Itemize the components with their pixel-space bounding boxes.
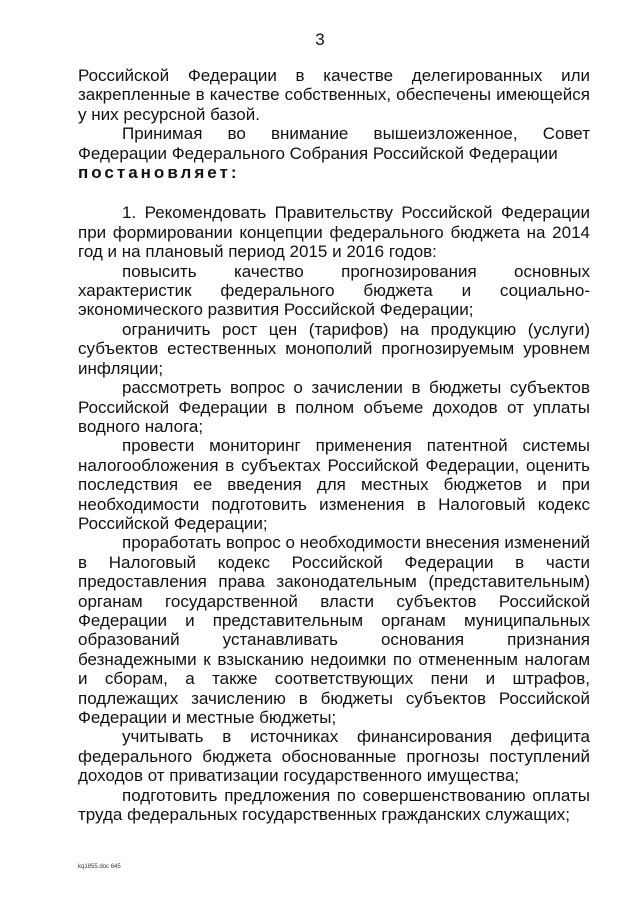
resolves-heading	[78, 163, 590, 182]
paragraph-item-water-tax: рассмотреть вопрос о зачислении в бюджеты субъектов Российской Федерации в полном объеме доходов от уплаты водного налога;	[78, 378, 590, 436]
resolves-word: постановляет:	[78, 163, 240, 183]
paragraph-item-tax-code: проработать вопрос о необходимости внесения изменений в Налоговый кодекс Российской Федерации в части предоставления права законодательным (представительным) органам государственной власти субъектов Российской Федерации и представительным органам муниципальных образований устанавливать основания признания безнадежными к взысканию недоимки по отмененным налогам и сборам, а также соответствующих пени и штрафов, подлежащих зачислению в бюджеты субъектов Российской Федерации и местные бюджеты;	[78, 533, 590, 727]
paragraph-preamble: Принимая во внимание вышеизложенное, Совет Федерации Федерального Собрания Российской Федерации	[78, 124, 590, 163]
paragraph-item-tariffs: ограничить рост цен (тарифов) на продукцию (услуги) субъектов естественных монополий прогнозируемым уровнем инфляции;	[78, 319, 590, 378]
spacer	[78, 182, 590, 203]
paragraph-item-salaries: подготовить предложения по совершенствованию оплаты труда федеральных государственных гражданских служащих;	[78, 785, 590, 825]
paragraph-item-deficit-sources: учитывать в источниках финансирования дефицита федерального бюджета обоснованные прогнозы поступлений доходов от приватизации государственного имущества;	[78, 727, 590, 786]
paragraph-recommendation-1: 1. Рекомендовать Правительству Российской Федерации при формировании концепции федерального бюджета на 2014 год и на плановый период 2015 и 2016 годов:	[78, 203, 590, 262]
document-body	[78, 66, 590, 824]
page-number: 3	[315, 30, 325, 49]
paragraph-item-forecast: повысить качество прогнозирования основных характеристик федерального бюджета и социально-экономического развития Российской Федерации;	[78, 261, 590, 320]
paragraph-item-patent-system: провести мониторинг применения патентной системы налогообложения в субъектах Российской Федерации, оценить последствия ее введения для местных бюджетов и при необходимости подготовить изменения в Налоговый кодекс Российской Федерации;	[78, 436, 590, 533]
paragraph-continuation: Российской Федерации в качестве делегированных или закрепленные в качестве собственных, обеспечены имеющейся у них ресурсной базой.	[78, 66, 590, 124]
footer-file-code: kq1855.doc 645	[78, 864, 121, 870]
